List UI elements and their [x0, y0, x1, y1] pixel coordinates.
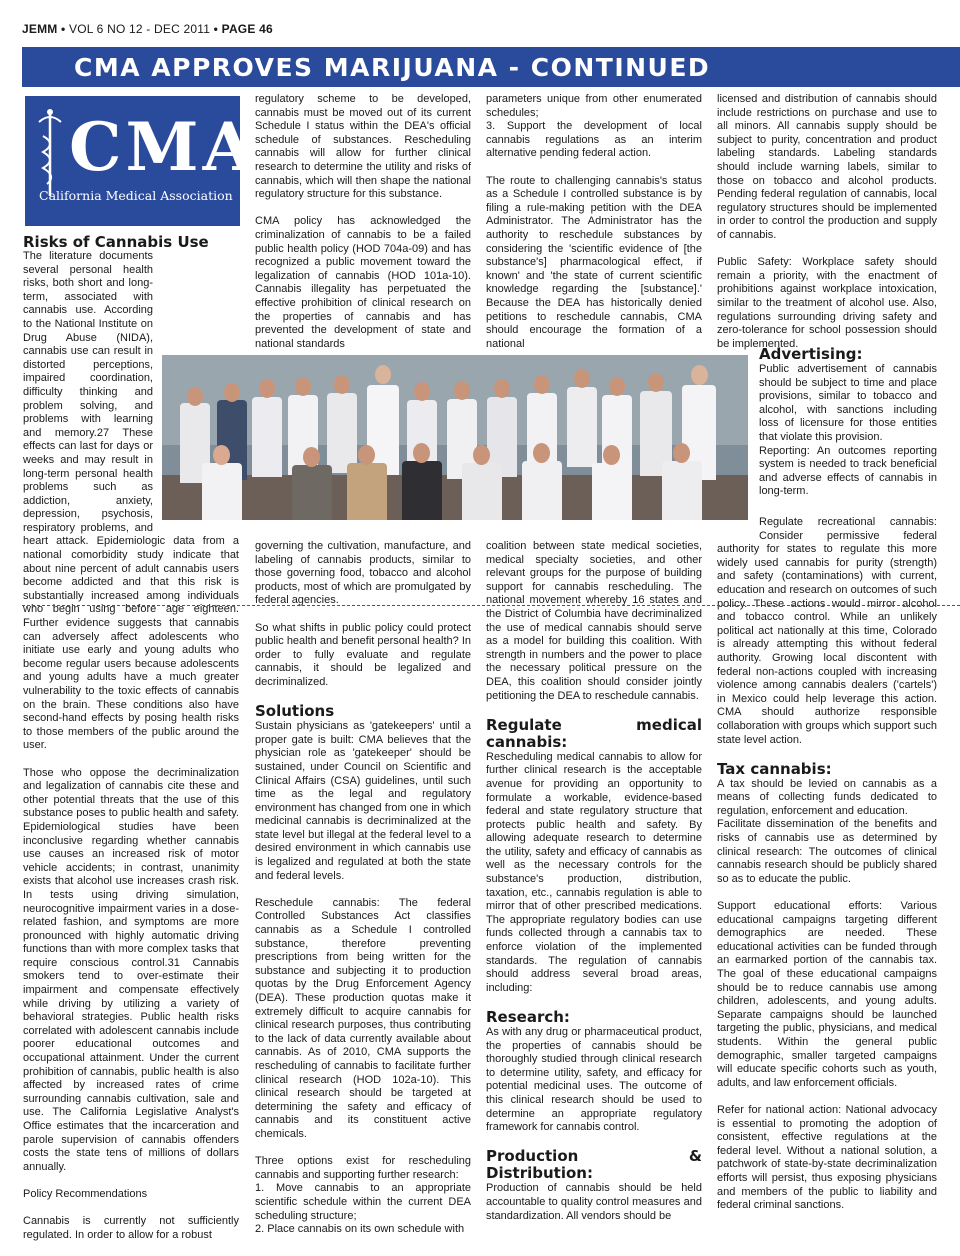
person-head [259, 379, 275, 398]
paragraph: governing the cultivation, manufacture, and labeling of cannabis products, similar to those governing food, tobacco and alcohol products, most of which are promulgated by federal agencies. [255, 540, 471, 607]
person-head [303, 447, 320, 467]
column-4-bottom [717, 516, 937, 1213]
section-heading-advertising: Advertising: [759, 345, 863, 363]
article-title-banner: CMA APPROVES MARIJUANA - CONTINUED [22, 47, 960, 87]
person-head [187, 387, 203, 406]
person-figure [462, 463, 502, 520]
person-head [295, 377, 311, 396]
paragraph: As with any drug or pharmaceutical product, the properties of cannabis should be thoroughly studied through clinical research to determine utility, safety, and efficacy for potential medicinal uses. The outcome of this clinical research should be used to determine an appropriate regulatory framework for cannabis control. [486, 1026, 702, 1134]
column-2-bottom [255, 540, 471, 1237]
person-figure [662, 461, 702, 520]
person-head [375, 365, 391, 384]
photo-floor [162, 475, 748, 520]
person-head [673, 443, 690, 463]
caduceus-icon [35, 108, 65, 198]
column-4-mid [759, 346, 937, 513]
person-head [648, 373, 664, 392]
section-heading-production: Production & Distribution: [486, 1147, 702, 1183]
paragraph: Sustain physicians as 'gatekeepers' until a proper gate is built: CMA believes that the physician role as 'gatekeeper' should be sustained, under Council on Scientific and Clinical Affairs (CSA) guidelines, until such time as the legal and regulatory environment has changed from one in which medicinal cannabis is decriminalized at the state level but illegal at the federal level to a desired environment in which cannabis use is legalized and regulated at both the state and federal levels. [255, 720, 471, 882]
paragraph: Reschedule cannabis: The federal Controlled Substances Act classifies cannabis as a Schedule I controlled substance, therefore preventing prescriptions from being written for the substance and subjecting it to production quotas by the Drug Enforcement Agency (DEA). These production quotas make it extremely difficult to acquire cannabis for clinical research purposes, thus contributing to the lack of data currently available about cannabis. As of 2010, CMA supports the rescheduling of cannabis to facilitate further clinical research (HOD 102a-10). This clinical research should be targeted at determining the safety and efficacy of cannabis and its constituent active chemicals. [255, 896, 471, 1140]
logo-text: CMA [69, 108, 258, 186]
person-figure [202, 463, 242, 520]
paragraph: 1. Move cannabis to an appropriate scientific schedule within the current DEA scheduling structure; [255, 1182, 471, 1222]
paragraph: coalition between state medical societies, medical specialty societies, and other relevant groups for the purpose of building support for cannabis rescheduling. The national movement whereby 16 states and the District of Columbia have decriminalized the use of medical cannabis should serve as a model for building this coalition. With strength in numbers and the power to place the necessary political pressure on the DEA, this coalition should consider jointly petitioning the DEA to reschedule cannabis. [486, 540, 702, 702]
paragraph: parameters unique from other enumerated schedules; [486, 93, 702, 119]
person-head [358, 445, 375, 465]
fold-line [22, 605, 960, 606]
column-1-top [23, 234, 239, 251]
person-head [473, 445, 490, 465]
paragraph: Refer for national action: National advocacy is essential to promoting the adoption of consistent, effective regulations at the federal level. Without a national solution, a patchwork of state-by-state decriminalization efforts will persist, thus exposing physicians and members of the public to liability and federal criminal sanctions. [717, 1103, 937, 1212]
person-head [534, 375, 550, 394]
paragraph: So what shifts in public policy could protect public health and benefit personal health? In order to fully evaluate and regulate cannabis, it should be legalized and decriminalized. [255, 621, 471, 688]
column-4-top [717, 93, 937, 365]
person-figure [252, 397, 282, 477]
paragraph: Facilitate dissemination of the benefits and risks of cannabis use as determined by clinical research: The outcomes of clinical cannabis research should be publicly shared so as to educate the public. [717, 818, 937, 885]
group-photo [162, 355, 748, 520]
person-head [609, 377, 625, 396]
logo-subtitle: California Medical Association [39, 188, 233, 203]
section-heading-tax: Tax cannabis: [717, 759, 832, 778]
paragraph: Those who oppose the decriminalization and legalization of cannabis cite these and other potential threats that the use of this substance poses to public health and safety. Epidemiological studies have been inconclusive regarding whether cannabis use causes an increased risk of motor vehicle accidents; in contrast, unanimity exists that alcohol use increases crash risk. In tests using driving simulation, neurocognitive impairment varies in a dose-related fashion, and symptoms are more pronounced with highly automatic driving functions than with more complex tasks that require conscious control.31 Cannabis smokers tend to over-estimate their impairment and compensate effectively while driving by utilizing a variety of behavioral strategies. Public health risks correlated with adolescent cannabis include poorer educational outcomes and occupational attainment. Under the current prohibition of cannabis, public health is also affected by increased rates of crime surrounding cannabis cultivation, sale and use. The California Legislative Analyst's Office estimates that the incarceration and parole supervision of cannabis offenders costs the state tens of millions of dollars annually. [23, 766, 239, 1173]
paragraph: Policy Recommendations [23, 1187, 148, 1200]
paragraph: The route to challenging cannabis's status as a Schedule I controlled substance is by filing a rule-making petition with the DEA Administrator. The Administrator has the authority to reschedule substances by considering the 'scientific evidence of [the substance's] pharmacological effect, if known' and 'the state of current scientific knowledge regarding the [substance].' Because the DEA has historically denied petitions to reschedule cannabis, CMA should encourage the formation of a national [486, 174, 702, 350]
person-head [413, 443, 430, 463]
person-figure [402, 461, 442, 520]
person-figure [522, 461, 562, 520]
journal-name: JEMM [22, 22, 58, 36]
person-head [691, 365, 708, 385]
person-head [494, 379, 510, 398]
person-head [603, 445, 620, 465]
person-head [454, 381, 470, 400]
person-head [414, 382, 430, 401]
paragraph: Cannabis is currently not sufficiently regulated. In order to allow for a robust [23, 1215, 239, 1241]
person-figure [567, 387, 597, 467]
person-head [213, 445, 230, 465]
person-head [334, 375, 350, 394]
cma-logo [25, 96, 258, 226]
paragraph: Rescheduling medical cannabis to allow for further clinical research is the acceptable avenue for providing an opportunity to formulate a workable, evidence-based federal and state regulatory structure that protects public health and safety. By allowing adequate research to determine the utility, safety and efficacy of cannabis as well as the necessary controls for the substance's production, distribution, taxation, etc., cannabis regulation is able to mirror that of other prescribed medications. The appropriate regulatory bodies can use funds collected through a cannabis tax to enforce violation of the implemented standards. The regulation of cannabis should address several broad areas, including: [486, 750, 702, 994]
column-3-bottom [486, 540, 702, 1223]
paragraph: Public advertisement of cannabis should be subject to time and place provisions, similar to tobacco and alcohol, with sanctions including loss of licensure for those entities that violate this provision. [759, 363, 937, 443]
person-figure [592, 463, 632, 520]
column-3-top [486, 93, 702, 365]
paragraph: regulatory scheme to be developed, cannabis must be moved out of its current Schedule I status within the DEA's official schedule of substances. Rescheduling cannabis will allow for further clinical research to determine the utility and risks of cannabis, which will then shape the national regulatory structure for this substance. [255, 93, 471, 201]
separator: • [61, 22, 66, 36]
person-figure [347, 463, 387, 520]
person-head [574, 369, 590, 388]
paragraph: The literature documents several personal health risks, both short and long-term, associated with cannabis use. According to the National Institute on Drug Abuse (NIDA), cannabis use can result in distorted perceptions, impaired coordination, difficulty thinking and problem solving, and problems with learning and memory.27 These effects can last for days or weeks and may result in long-term personal health problems such as addiction, anxiety, depression, psychosis, respiratory problems, and heart attack. Epidemiologic data from a national comorbidity study indicate that about nine percent of adult cannabis users become addicted and that this risk is substantially increased among individuals who begin using before age eighteen. Further evidence suggests that cannabis can adversely affect adolescents who initiate use early and young adults who become regular users because adolescents and young adults have a much greater vulnerability to the toxic effects of cannabis on the brain. These conditions also have second-hand effects by posing health risks to those members of the public around the user. [23, 250, 239, 752]
section-heading-risks: Risks of Cannabis Use [23, 233, 209, 251]
person-figure [292, 465, 332, 520]
paragraph: Three options exist for rescheduling cannabis and supporting further research: [255, 1155, 471, 1181]
paragraph: 3. Support the development of local cannabis regulations as an interim alternative pending federal action. [486, 120, 702, 160]
person-head [224, 383, 240, 402]
separator: • [213, 22, 219, 36]
column-2-top [255, 93, 471, 365]
section-heading-research: Research: [486, 1008, 570, 1026]
paragraph: Support educational efforts: Various educational campaigns targeting different demographics are needed. These educational activities can be funded through an earmarked portion of the cannabis tax. The goal of these educational campaigns should be to reduce cannabis use among children, adolescents, and young adults. Separate campaigns should be launched targeting the public, physicians, and medical students. Within the general public demographic, smaller targeted campaigns will educate specific cohorts such as youth, adults, and law enforcement officials. [717, 900, 937, 1089]
person-head [533, 443, 550, 463]
paragraph: CMA policy has acknowledged the criminalization of cannabis to be a failed public health policy (HOD 704a-09) and has recognized a public movement toward the legalization of cannabis (HOD 101a-10). Cannabis illegality has perpetuated the effective prohibition of clinical research on the properties of cannabis and has prevented the development of state and national standards [255, 215, 471, 350]
paragraph: Production of cannabis should be held accountable to quality control measures and standardization. All vendors should be [486, 1182, 702, 1222]
paragraph: Public Safety: Workplace safety should remain a priority, with the enactment of prohibitions against workplace intoxication, similar to the treatment of alcohol use. Also, regulations surrounding driving safety and zero-tolerance for school possession should be implemented. [717, 256, 937, 350]
section-heading-solutions: Solutions [255, 702, 335, 721]
person-figure [327, 393, 357, 473]
paragraph: 2. Place cannabis on its own schedule with [255, 1223, 465, 1236]
section-heading-regulate: Regulate medical cannabis: [486, 715, 702, 751]
paragraph: Reporting: An outcomes reporting system is needed to track beneficial and adverse effects of cannabis in long-term. [759, 444, 937, 498]
paragraph: Regulate recreational cannabis: Consider permissive federal authority for states to regulate this more widely used cannabis for purity (strength) and safety (contaminations) with current, education and research on outcomes of such policy. These actions would mirror alcohol and tobacco control. While an unlikely political act nationally at this time, Colorado is already attempting this without federal authority. Growing local discontent with federal non-actions coupled with increasing violence among cannabis dealers ('cartels') in Mexico could help leverage this action. CMA should authorize responsible collaboration with groups which support such state level action. [717, 516, 937, 746]
volume-info: VOL 6 NO 12 - DEC 2011 [68, 22, 211, 36]
paragraph: licensed and distribution of cannabis should include restrictions on purchase and use to all minors. All cannabis supply should be subject to purity, concentration and product labeling standards. Labeling standards should include warning labels, similar to those on tobacco and alcohol products. Pending federal regulation of cannabis, local regulatory structures should be implemented in order to control the production and supply of cannabis. [717, 93, 937, 241]
page-header [22, 22, 273, 36]
paragraph: A tax should be levied on cannabis as a means of collecting funds dedicated to regulation, enforcement and education. [717, 777, 937, 817]
page-number: PAGE 46 [221, 22, 273, 36]
